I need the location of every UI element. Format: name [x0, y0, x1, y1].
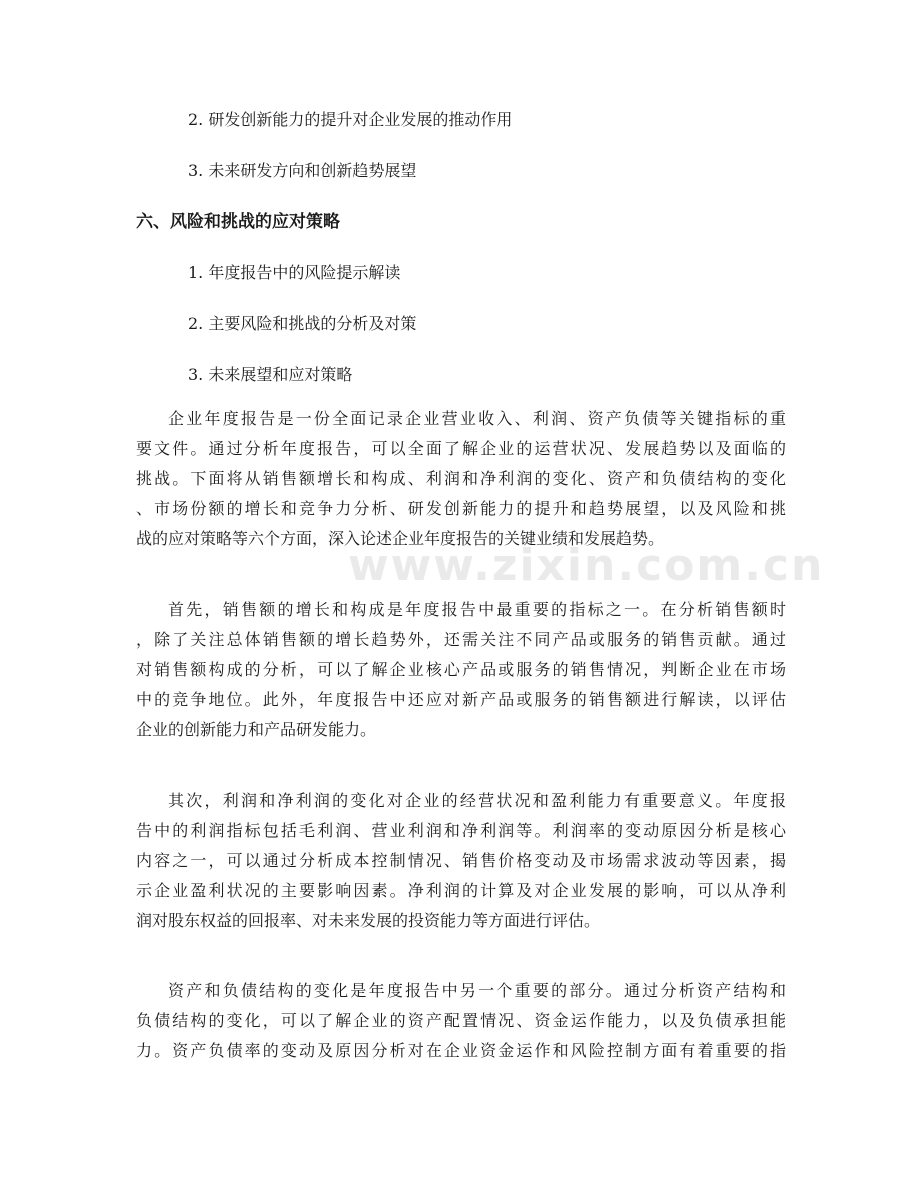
list-item: 3. 未来展望和应对策略: [188, 365, 353, 384]
list-item: 2. 研发创新能力的提升对企业发展的推动作用: [188, 110, 513, 129]
paragraph-line: ，除了关注总体销售额的增长趋势外，还需关注不同产品或服务的销售贡献。通过: [136, 630, 786, 649]
list-item: 2. 主要风险和挑战的分析及对策: [188, 314, 417, 333]
paragraph-line: 润对股东权益的回报率、对未来发展的投资能力等方面进行评估。: [136, 911, 601, 930]
paragraph-line: 挑战。下面将从销售额增长和构成、利润和净利润的变化、资产和负债结构的变化: [136, 469, 786, 488]
watermark: www.zixin.com.cn: [348, 540, 825, 591]
list-item: 1. 年度报告中的风险提示解读: [188, 263, 401, 282]
list-item: 3. 未来研发方向和创新趋势展望: [188, 161, 417, 180]
paragraph-line: 示企业盈利状况的主要影响因素。净利润的计算及对企业发展的影响，可以从净利: [136, 881, 786, 900]
paragraph-line: 力。资产负债率的变动及原因分析对在企业资金运作和风险控制方面有着重要的指: [136, 1041, 786, 1060]
paragraph-line: 内容之一，可以通过分析成本控制情况、销售价格变动及市场需求波动等因素，揭: [136, 851, 786, 870]
paragraph-line: 企业的创新能力和产品研发能力。: [136, 720, 377, 739]
paragraph-line: 企业年度报告是一份全面记录企业营业收入、利润、资产负债等关键指标的重: [168, 409, 786, 428]
paragraph-1: [136, 404, 786, 554]
paragraph-line: 负债结构的变化，可以了解企业的资产配置情况、资金运作能力，以及负债承担能: [136, 1011, 786, 1030]
paragraph-3: [136, 786, 786, 936]
paragraph-2: [136, 595, 786, 745]
paragraph-line: 其次，利润和净利润的变化对企业的经营状况和盈利能力有重要意义。年度报: [168, 791, 786, 810]
paragraph-line: 战的应对策略等六个方面，深入论述企业年度报告的关键业绩和发展趋势。: [136, 529, 665, 548]
paragraph-line: 首先，销售额的增长和构成是年度报告中最重要的指标之一。在分析销售额时: [168, 600, 786, 619]
section-heading: 六、风险和挑战的应对策略: [136, 212, 340, 232]
paragraph-line: 中的竞争地位。此外，年度报告中还应对新产品或服务的销售额进行解读，以评估: [136, 690, 786, 709]
paragraph-line: 对销售额构成的分析，可以了解企业核心产品或服务的销售情况，判断企业在市场: [136, 660, 786, 679]
paragraph-line: 、市场份额的增长和竞争力分析、研发创新能力的提升和趋势展望，以及风险和挑: [136, 499, 786, 518]
paragraph-line: 告中的利润指标包括毛利润、营业利润和净利润等。利润率的变动原因分析是核心: [136, 821, 786, 840]
paragraph-4: [136, 976, 786, 1066]
paragraph-line: 要文件。通过分析年度报告，可以全面了解企业的运营状况、发展趋势以及面临的: [136, 439, 786, 458]
paragraph-line: 资产和负债结构的变化是年度报告中另一个重要的部分。通过分析资产结构和: [168, 981, 786, 1000]
